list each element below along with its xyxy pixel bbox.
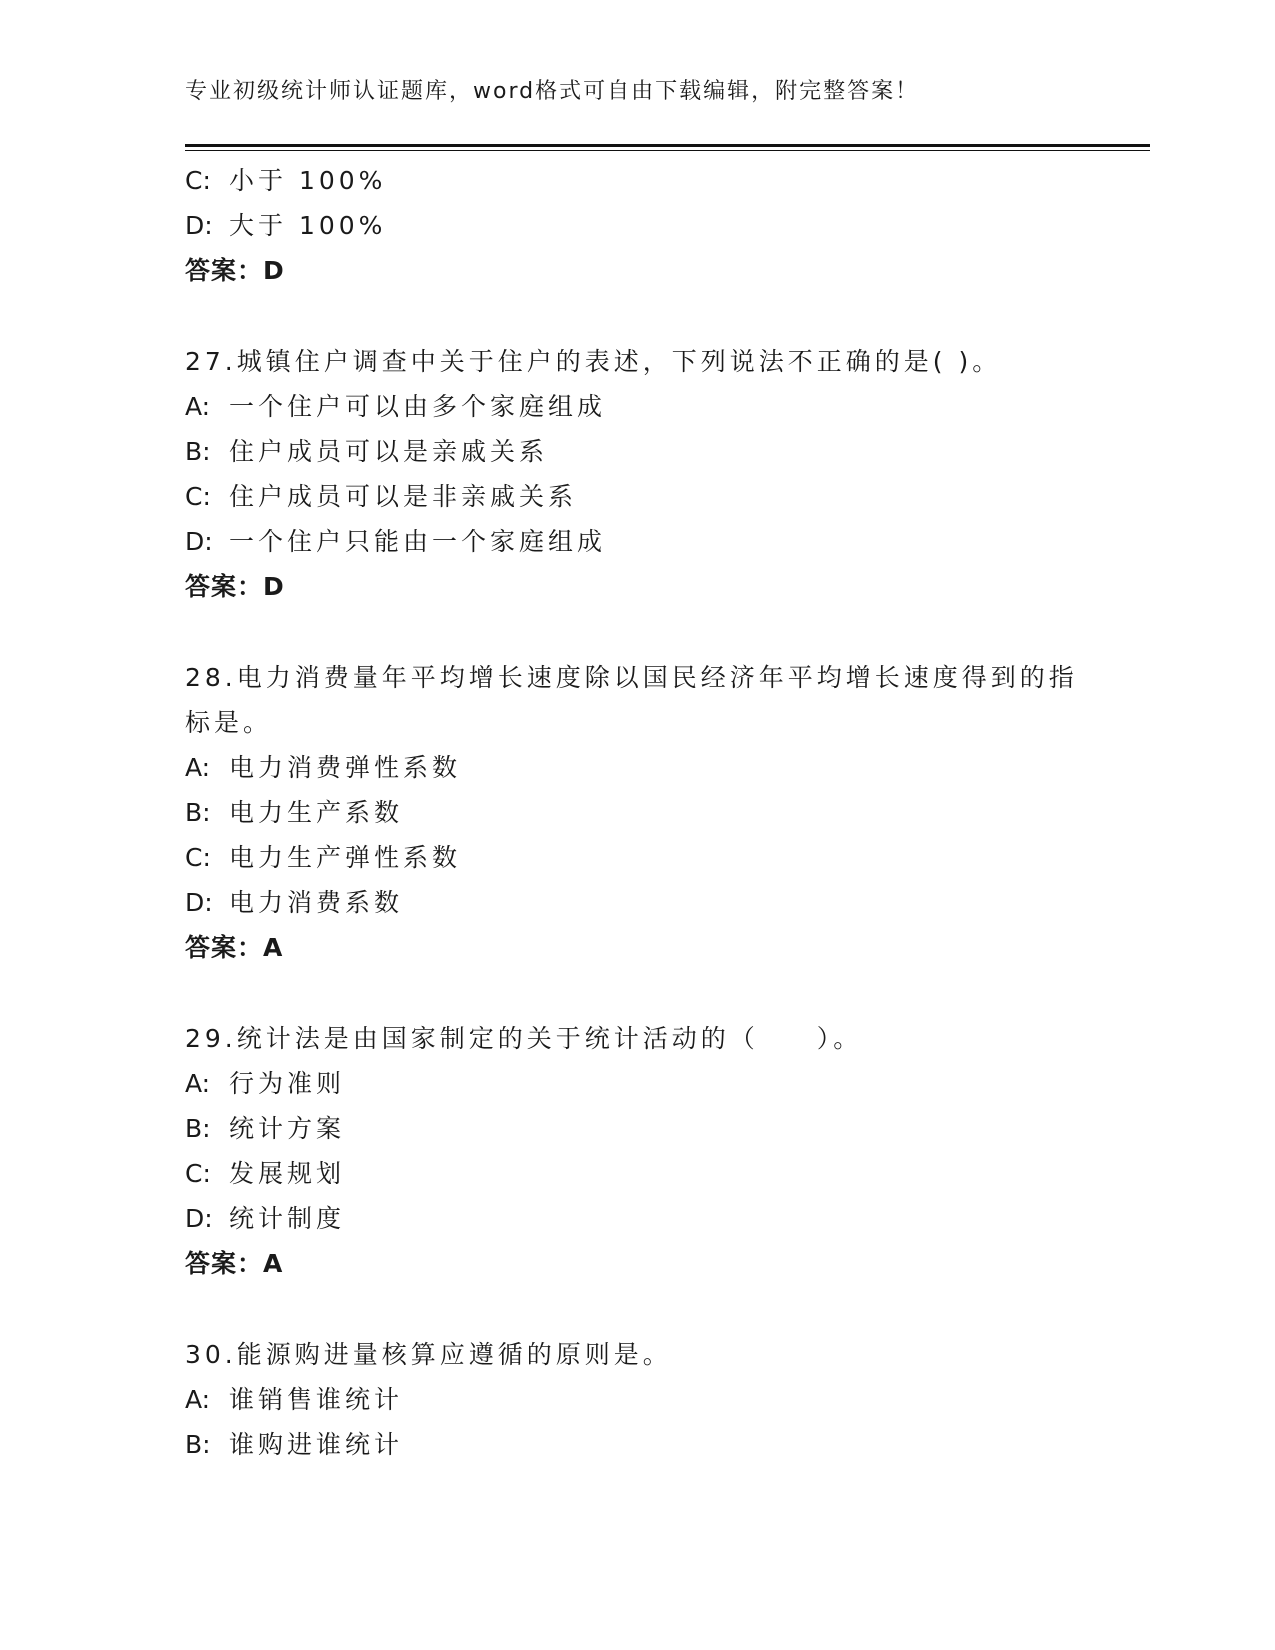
option-label: B: xyxy=(185,1114,211,1143)
option-text: 统计方案 xyxy=(229,1114,346,1143)
option-text: 发展规划 xyxy=(229,1159,346,1188)
option-text: 小于 100% xyxy=(229,166,387,195)
option-label: B: xyxy=(185,437,211,466)
question-stem-28-line2: 标是。 xyxy=(185,708,273,737)
option-label: A: xyxy=(185,1385,211,1414)
option-b xyxy=(185,429,1085,474)
option-d xyxy=(185,880,1085,925)
option-label: D: xyxy=(185,1204,213,1233)
option-label: C: xyxy=(185,482,211,511)
option-text: 电力消费弹性系数 xyxy=(229,753,462,782)
question-stem-27: 27.城镇住户调查中关于住户的表述，下列说法不正确的是( )。 xyxy=(185,347,1002,376)
option-c xyxy=(185,1151,1085,1196)
page-header: 专业初级统计师认证题库，word格式可自由下载编辑，附完整答案！ xyxy=(185,79,920,104)
option-text: 住户成员可以是亲戚关系 xyxy=(229,437,549,466)
option-d xyxy=(185,519,1085,564)
option-b xyxy=(185,1106,1085,1151)
option-text: 住户成员可以是非亲戚关系 xyxy=(229,482,578,511)
option-label: A: xyxy=(185,753,211,782)
answer-line: 答案：A xyxy=(185,1249,284,1278)
header-rule-thin xyxy=(185,150,1150,151)
option-c xyxy=(185,158,1085,203)
option-text: 一个住户可以由多个家庭组成 xyxy=(229,392,607,421)
question-stem-28-line1: 28.电力消费量年平均增长速度除以国民经济年平均增长速度得到的指 xyxy=(185,663,1078,692)
option-text: 电力消费系数 xyxy=(229,888,404,917)
answer-line: 答案：D xyxy=(185,256,285,285)
spacer xyxy=(185,970,1085,1016)
option-text: 谁购进谁统计 xyxy=(229,1430,404,1459)
option-b xyxy=(185,1422,1085,1467)
option-label: D: xyxy=(185,888,213,917)
option-label: A: xyxy=(185,392,211,421)
answer-line: 答案：A xyxy=(185,933,284,962)
option-a xyxy=(185,1377,1085,1422)
option-label: D: xyxy=(185,527,213,556)
option-label: C: xyxy=(185,1159,211,1188)
option-label: C: xyxy=(185,166,211,195)
option-text: 一个住户只能由一个家庭组成 xyxy=(229,527,607,556)
question-stem-29: 29.统计法是由国家制定的关于统计活动的（ ）。 xyxy=(185,1024,863,1053)
option-text: 电力生产系数 xyxy=(229,798,404,827)
option-label: B: xyxy=(185,1430,211,1459)
option-a xyxy=(185,1061,1085,1106)
option-text: 电力生产弹性系数 xyxy=(229,843,462,872)
spacer xyxy=(185,1286,1085,1332)
option-text: 统计制度 xyxy=(229,1204,346,1233)
header-rule-thick xyxy=(185,144,1150,147)
option-c xyxy=(185,835,1085,880)
option-d xyxy=(185,203,1085,248)
option-label: C: xyxy=(185,843,211,872)
spacer xyxy=(185,609,1085,655)
spacer xyxy=(185,293,1085,339)
option-text: 谁销售谁统计 xyxy=(229,1385,404,1414)
option-d xyxy=(185,1196,1085,1241)
question-content xyxy=(185,158,1085,1467)
option-c xyxy=(185,474,1085,519)
option-b xyxy=(185,790,1085,835)
option-a xyxy=(185,384,1085,429)
option-label: B: xyxy=(185,798,211,827)
option-label: A: xyxy=(185,1069,211,1098)
option-label: D: xyxy=(185,211,213,240)
question-stem-30: 30.能源购进量核算应遵循的原则是。 xyxy=(185,1340,672,1369)
option-text: 大于 100% xyxy=(229,211,387,240)
option-text: 行为准则 xyxy=(229,1069,346,1098)
answer-line: 答案：D xyxy=(185,572,285,601)
option-a xyxy=(185,745,1085,790)
